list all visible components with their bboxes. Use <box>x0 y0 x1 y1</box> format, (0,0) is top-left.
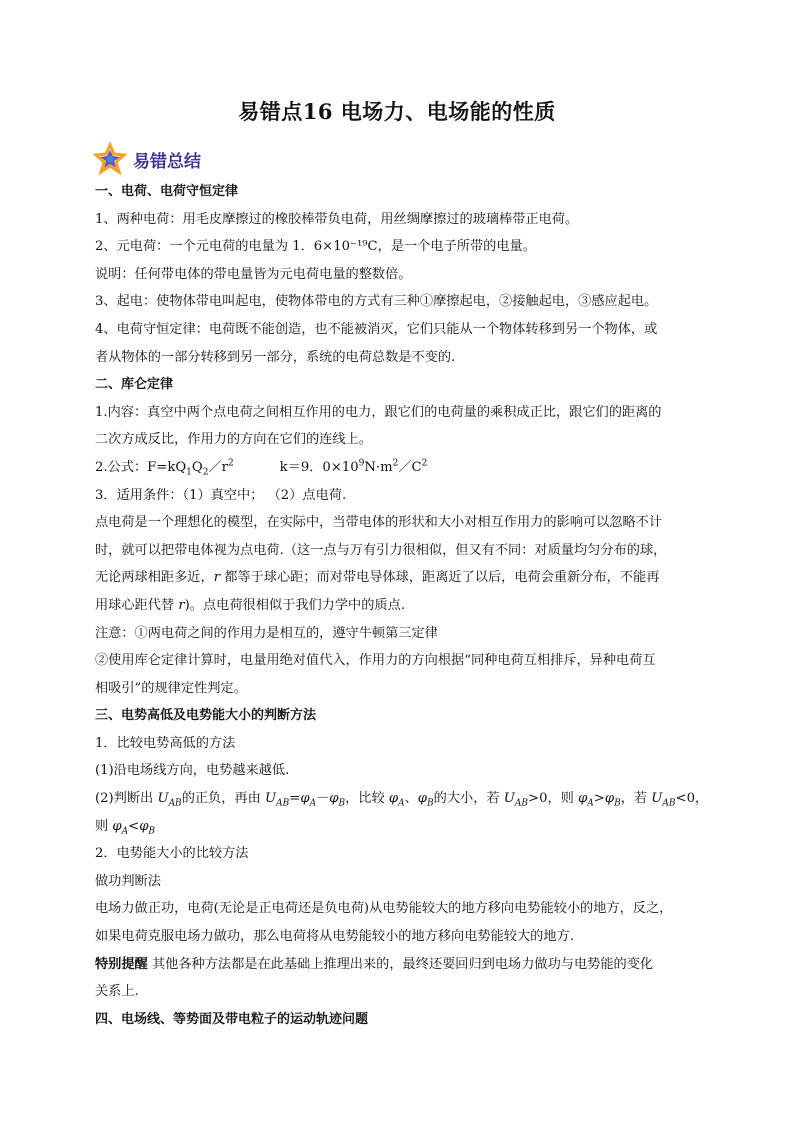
document-body <box>95 178 709 1033</box>
var: φ <box>139 818 149 834</box>
formula-part: 2.公式：F=kQ <box>95 459 187 475</box>
text-line: 关系上. <box>95 984 139 1000</box>
text-line: 二次方成反比，作用力的方向在它们的连线上。 <box>95 432 372 448</box>
text-line: 1、两种电荷：用毛皮摩擦过的橡胶棒带负电荷，用丝绸摩擦过的玻璃棒带正电荷。 <box>95 211 579 227</box>
text-part: > <box>593 791 605 807</box>
var-sub: B <box>338 798 346 809</box>
heading-4: 四、电场线、等势面及带电粒子的运动轨迹问题 <box>95 1011 369 1027</box>
var-sub: A <box>398 798 405 809</box>
heading-1: 一、电荷、电荷守恒定律 <box>95 184 239 199</box>
potential-compare-line-2 <box>95 813 703 841</box>
var: φ <box>112 818 122 834</box>
var: U <box>651 791 663 807</box>
var: U <box>157 791 169 807</box>
section-label: 易错总结 <box>133 151 201 172</box>
coulomb-formula-line <box>95 454 703 482</box>
text-line <box>95 951 703 979</box>
text-part: )。点电荷很相似于我们力学中的质点. <box>184 597 405 613</box>
text-line: 如果电荷克服电场力做功，那么电荷将从电势能较小的地方移向电势能较大的地方. <box>95 929 574 945</box>
text-part: ，比较 <box>345 791 389 807</box>
text-line: 3、起电：使物体带电叫起电，使物体带电的方式有三种①摩擦起电，②接触起电，③感应起电。 <box>95 294 658 310</box>
var: φ <box>300 791 310 807</box>
text-part: 则 <box>95 818 113 834</box>
var-sub: AB <box>662 798 676 809</box>
formula-sup: 2 <box>421 458 428 469</box>
var-sub: B <box>148 826 156 837</box>
var-sub: AB <box>168 798 182 809</box>
text-line: 时，就可以把带电体视为点电荷.（这一点与万有引力很相似，但又有不同：对质量均匀分布的球， <box>95 542 667 558</box>
variable-r: r <box>213 570 220 586</box>
text-line <box>95 592 703 620</box>
heading-2: 二、库仑定律 <box>95 377 174 393</box>
var-sub: A <box>309 798 317 809</box>
text-line: 说明：任何带电体的带电量皆为元电荷电量的整数倍。 <box>95 266 412 282</box>
text-part: － <box>316 791 330 807</box>
text-line: ②使用库仑定律计算时，电量用绝对值代入，作用力的方向根据“同种电荷互相排斥，异种电荷互 <box>95 653 656 669</box>
text-line: 2．电势能大小的比较方法 <box>95 846 249 862</box>
heading-3: 三、电势高低及电势能大小的判断方法 <box>95 708 317 724</box>
formula-part: ／C <box>398 459 422 475</box>
var: φ <box>388 791 399 807</box>
text-part: >0，则 <box>528 791 579 807</box>
var-sub: A <box>587 798 594 809</box>
text-line: 注意：①两电荷之间的作用力是相互的，遵守牛顿第三定律 <box>95 625 438 641</box>
special-note-label: 特别提醒 <box>95 956 148 972</box>
var: φ <box>417 791 428 807</box>
text-line: 3．适用条件：（1）真空中； （2）点电荷. <box>95 487 347 503</box>
formula-sup: 2 <box>392 458 399 469</box>
text-line <box>95 564 703 592</box>
formula-sub: 1 <box>186 467 192 478</box>
text-line: 者从物体的一部分转移到另一部分，系统的电荷总数是不变的. <box>95 349 456 365</box>
var-sub: A <box>121 826 129 837</box>
var-sub: B <box>427 798 434 809</box>
text-line: 相吸引”的规律定性判定。 <box>95 680 247 696</box>
star-icon <box>95 144 125 174</box>
section-header <box>95 145 201 173</box>
text-part: 、 <box>404 791 418 807</box>
text-line: 4、电荷守恒定律：电荷既不能创造，也不能被消灭，它们只能从一个物体转移到另一个物体，或 <box>95 321 658 337</box>
formula-part: Q <box>191 459 203 475</box>
var: φ <box>578 791 588 807</box>
text-part: < <box>128 818 140 834</box>
formula-sup: 9 <box>358 458 365 469</box>
var-sub: B <box>614 798 621 809</box>
text-line: 点电荷是一个理想化的模型，在实际中，当带电体的形状和大小对相互作用力的影响可以忽略不计 <box>95 515 663 531</box>
formula-part: N·m <box>364 459 393 475</box>
text-part: 的正负，再由 <box>181 791 266 807</box>
text-part: 用球心距代替 <box>95 597 179 613</box>
text-part: (2)判断出 <box>95 791 158 807</box>
text-part: ，若 <box>620 791 652 807</box>
var: U <box>503 791 515 807</box>
text-line: 电场力做正功，电荷(无论是正电荷还是负电荷)从电势能较大的地方移向电势能较小的地方，反之， <box>95 901 673 917</box>
formula-sub: 2 <box>202 467 209 478</box>
text-line: 做功判断法 <box>95 873 161 889</box>
text-line: 1．比较电势高低的方法 <box>95 735 236 751</box>
var-sub: AB <box>514 798 529 809</box>
text-part: 其他各种方法都是在此基础上推理出来的，最终还要回归到电场力做功与电势能的变化 <box>147 956 654 972</box>
var: φ <box>604 791 615 807</box>
variable-r: r <box>178 597 185 613</box>
text-line: (1)沿电场线方向，电势越来越低. <box>95 763 290 779</box>
text-part: = <box>289 791 301 807</box>
text-part: 都等于球心距；而对带电导体球，距离近了以后，电荷会重新分布，不能再 <box>220 570 660 586</box>
text-part: 无论两球相距多近， <box>95 570 214 586</box>
potential-compare-line <box>95 785 709 813</box>
page-title: 易错点16 电场力、电场能的性质 <box>238 99 556 124</box>
text-part: <0， <box>675 791 709 807</box>
formula-sup: 2 <box>227 458 234 469</box>
text-part: 的大小，若 <box>433 791 504 807</box>
var-sub: AB <box>276 798 290 809</box>
var: U <box>265 791 277 807</box>
formula-part: ／r <box>208 459 228 475</box>
text-line: 2、元电荷：一个元电荷的电量为 1．6×10⁻¹⁹C，是一个电子所带的电量。 <box>95 239 536 255</box>
text-line: 1.内容：真空中两个点电荷之间相互作用的电力，跟它们的电荷量的乘积成正比，跟它们的距离的 <box>95 404 662 420</box>
formula-part: k＝9．0×10 <box>279 459 359 475</box>
var: φ <box>329 791 339 807</box>
